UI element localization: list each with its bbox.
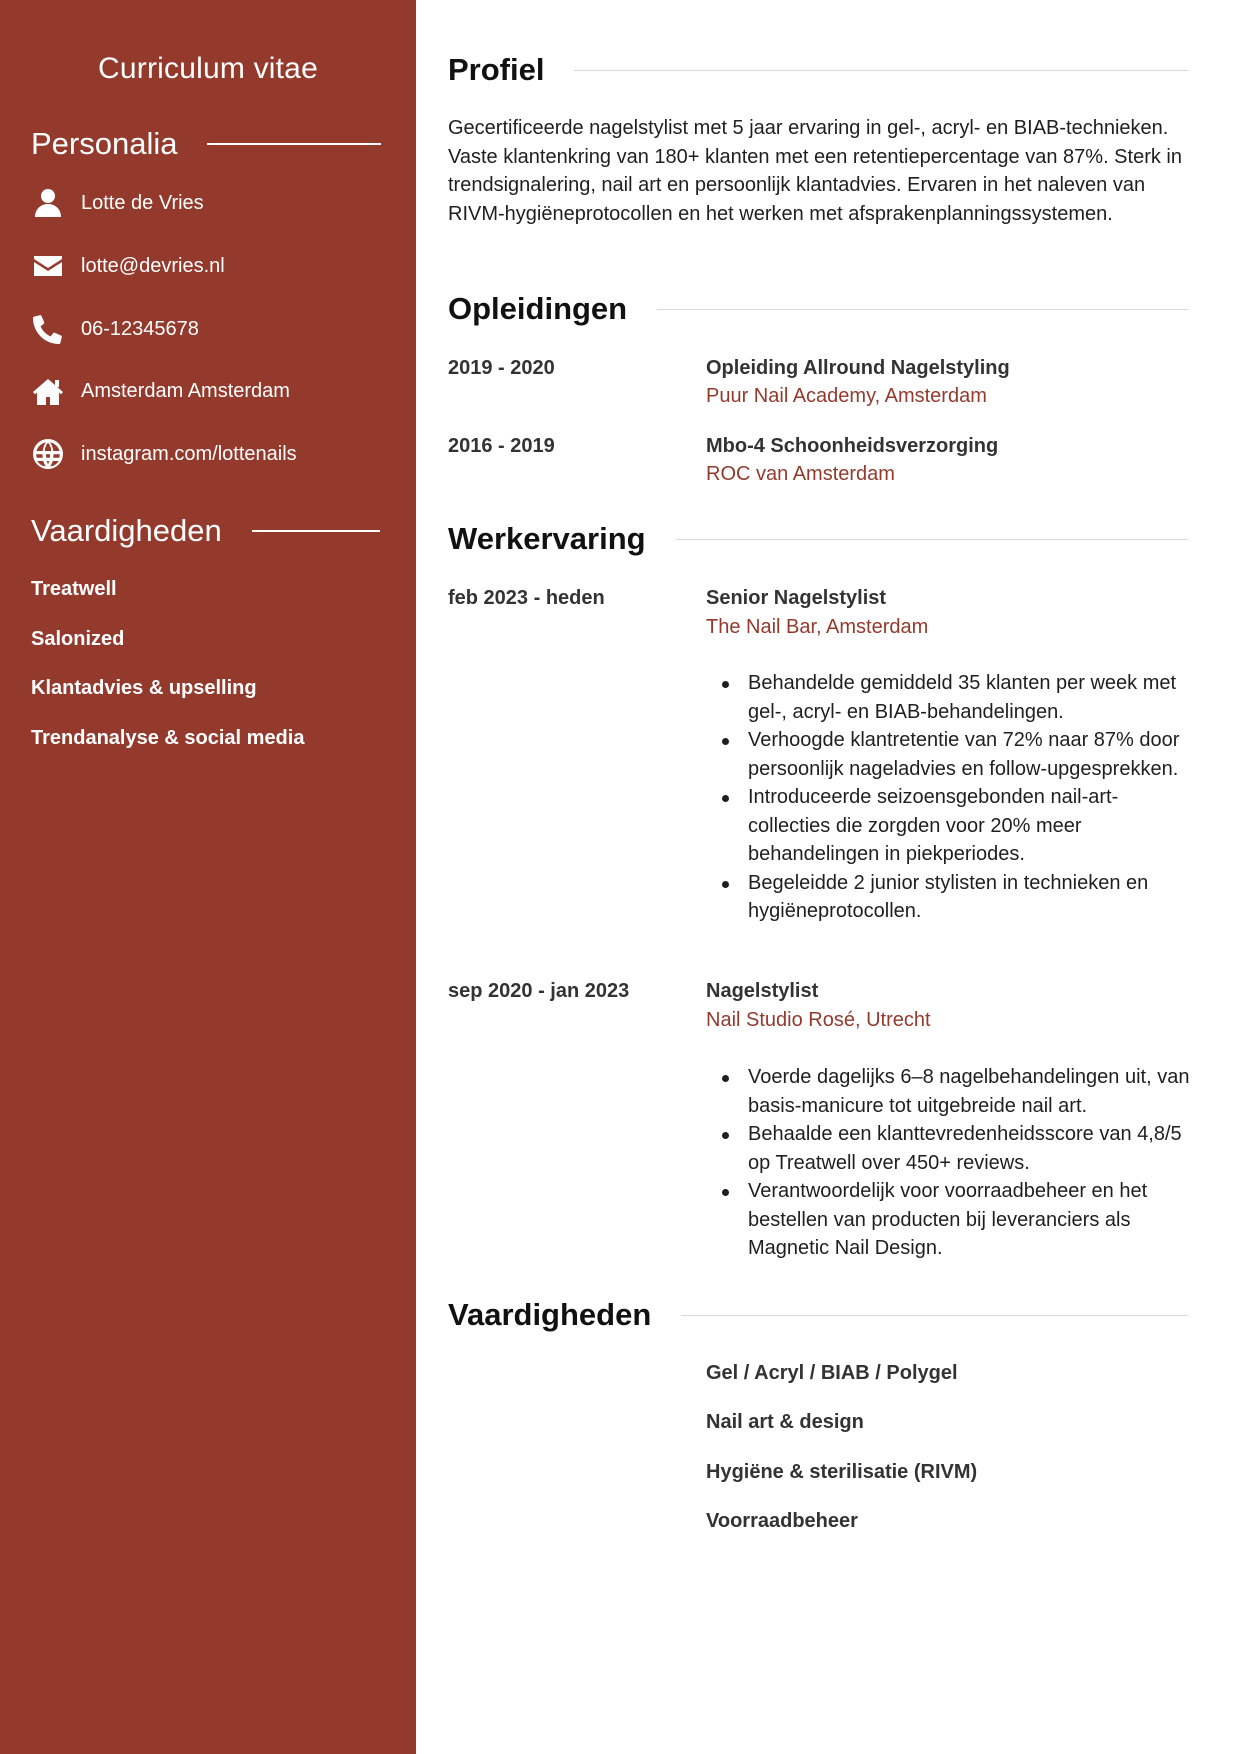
experience-bullets <box>706 669 1196 926</box>
personalia-heading <box>31 126 381 162</box>
bullet-item: Verantwoordelijk voor voorraadbeheer en het bestellen van producten bij leveranciers als Magnetic Nail Design. <box>706 1177 1196 1263</box>
phone-icon <box>31 312 65 346</box>
skills-heading-rule <box>681 1315 1188 1316</box>
education-heading-text: Opleidingen <box>448 291 628 326</box>
education-institution: ROC van Amsterdam <box>706 463 895 485</box>
globe-icon <box>31 437 65 471</box>
side-skills-heading-text: Vaardigheden <box>31 513 222 548</box>
experience-employer: Nail Studio Rosé, Utrecht <box>706 1009 931 1031</box>
contact-website-text[interactable]: instagram.com/lottenails <box>81 442 297 465</box>
contact-name-text: Lotte de Vries <box>81 191 204 214</box>
side-skill-item: Salonized <box>31 628 125 650</box>
bullet-item: Introduceerde seizoensgebonden nail-art-collecties die zorgden voor 20% meer behandelingen in piekperiodes. <box>706 783 1196 869</box>
education-title: Opleiding Allround Nagelstyling <box>706 357 1010 379</box>
experience-date: sep 2020 - jan 2023 <box>448 980 630 1002</box>
envelope-icon <box>31 249 65 283</box>
main-content <box>416 0 1241 1754</box>
skill-item: Voorraadbeheer <box>706 1510 858 1532</box>
contact-phone-text[interactable]: 06-12345678 <box>81 317 199 340</box>
experience-heading-text: Werkervaring <box>448 521 646 556</box>
bullet-item: Voerde dagelijks 6–8 nagelbehandelingen uit, van basis-manicure tot uitgebreide nail art. <box>706 1063 1196 1120</box>
education-title: Mbo-4 Schoonheidsverzorging <box>706 435 999 457</box>
person-icon <box>31 186 65 220</box>
personalia-heading-text: Personalia <box>31 126 178 161</box>
contact-website[interactable] <box>31 436 297 472</box>
skills-heading <box>448 1297 1188 1333</box>
experience-bullets <box>706 1063 1196 1263</box>
skills-heading-text: Vaardigheden <box>448 1297 652 1332</box>
experience-heading <box>448 521 1188 557</box>
experience-title: Senior Nagelstylist <box>706 587 887 609</box>
profile-heading-rule <box>574 70 1188 71</box>
side-skill-item: Trendanalyse & social media <box>31 727 305 749</box>
profile-heading <box>448 52 1188 88</box>
contact-phone[interactable] <box>31 311 199 347</box>
skill-item: Gel / Acryl / BIAB / Polygel <box>706 1362 958 1384</box>
home-icon <box>31 374 65 408</box>
contact-address-text: Amsterdam Amsterdam <box>81 379 290 402</box>
education-heading-rule <box>657 309 1188 310</box>
side-skills-heading-rule <box>252 530 380 532</box>
experience-heading-rule <box>676 539 1188 540</box>
side-skills-heading <box>31 513 380 549</box>
personalia-heading-rule <box>207 143 381 145</box>
cv-title: Curriculum vitae <box>98 52 318 85</box>
contact-name <box>31 185 204 221</box>
education-date: 2019 - 2020 <box>448 357 555 379</box>
side-skill-item: Treatwell <box>31 578 117 600</box>
contact-email[interactable] <box>31 248 225 284</box>
bullet-item: Verhoogde klantretentie van 72% naar 87% door persoonlijk nageladvies en follow-upgesprekken. <box>706 726 1196 783</box>
education-heading <box>448 291 1188 327</box>
contact-address <box>31 373 290 409</box>
skill-item: Nail art & design <box>706 1411 864 1433</box>
bullet-item: Behandelde gemiddeld 35 klanten per week met gel-, acryl- en BIAB-behandelingen. <box>706 669 1196 726</box>
profile-heading-text: Profiel <box>448 52 545 87</box>
profile-text: Gecertificeerde nagelstylist met 5 jaar ervaring in gel-, acryl- en BIAB-technieken. Vaste klantenkring van 180+ klanten met een retentiepercentage van 87%. Sterk in trendsignalering, nail art en persoonlijk klantadvies. Ervaren in het naleven van RIVM-hygiëneprotocollen en het werken met afsprakenplanningssystemen. <box>448 117 1182 225</box>
education-institution: Puur Nail Academy, Amsterdam <box>706 385 987 407</box>
education-date: 2016 - 2019 <box>448 435 555 457</box>
experience-employer: The Nail Bar, Amsterdam <box>706 616 929 638</box>
contact-email-text[interactable]: lotte@devries.nl <box>81 254 225 277</box>
bullet-item: Behaalde een klanttevredenheidsscore van 4,8/5 op Treatwell over 450+ reviews. <box>706 1120 1196 1177</box>
experience-title: Nagelstylist <box>706 980 819 1002</box>
experience-date: feb 2023 - heden <box>448 587 605 609</box>
side-skill-item: Klantadvies & upselling <box>31 677 257 699</box>
sidebar <box>0 0 416 1754</box>
bullet-item: Begeleidde 2 junior stylisten in technieken en hygiëneprotocollen. <box>706 869 1196 926</box>
skill-item: Hygiëne & sterilisatie (RIVM) <box>706 1461 978 1483</box>
